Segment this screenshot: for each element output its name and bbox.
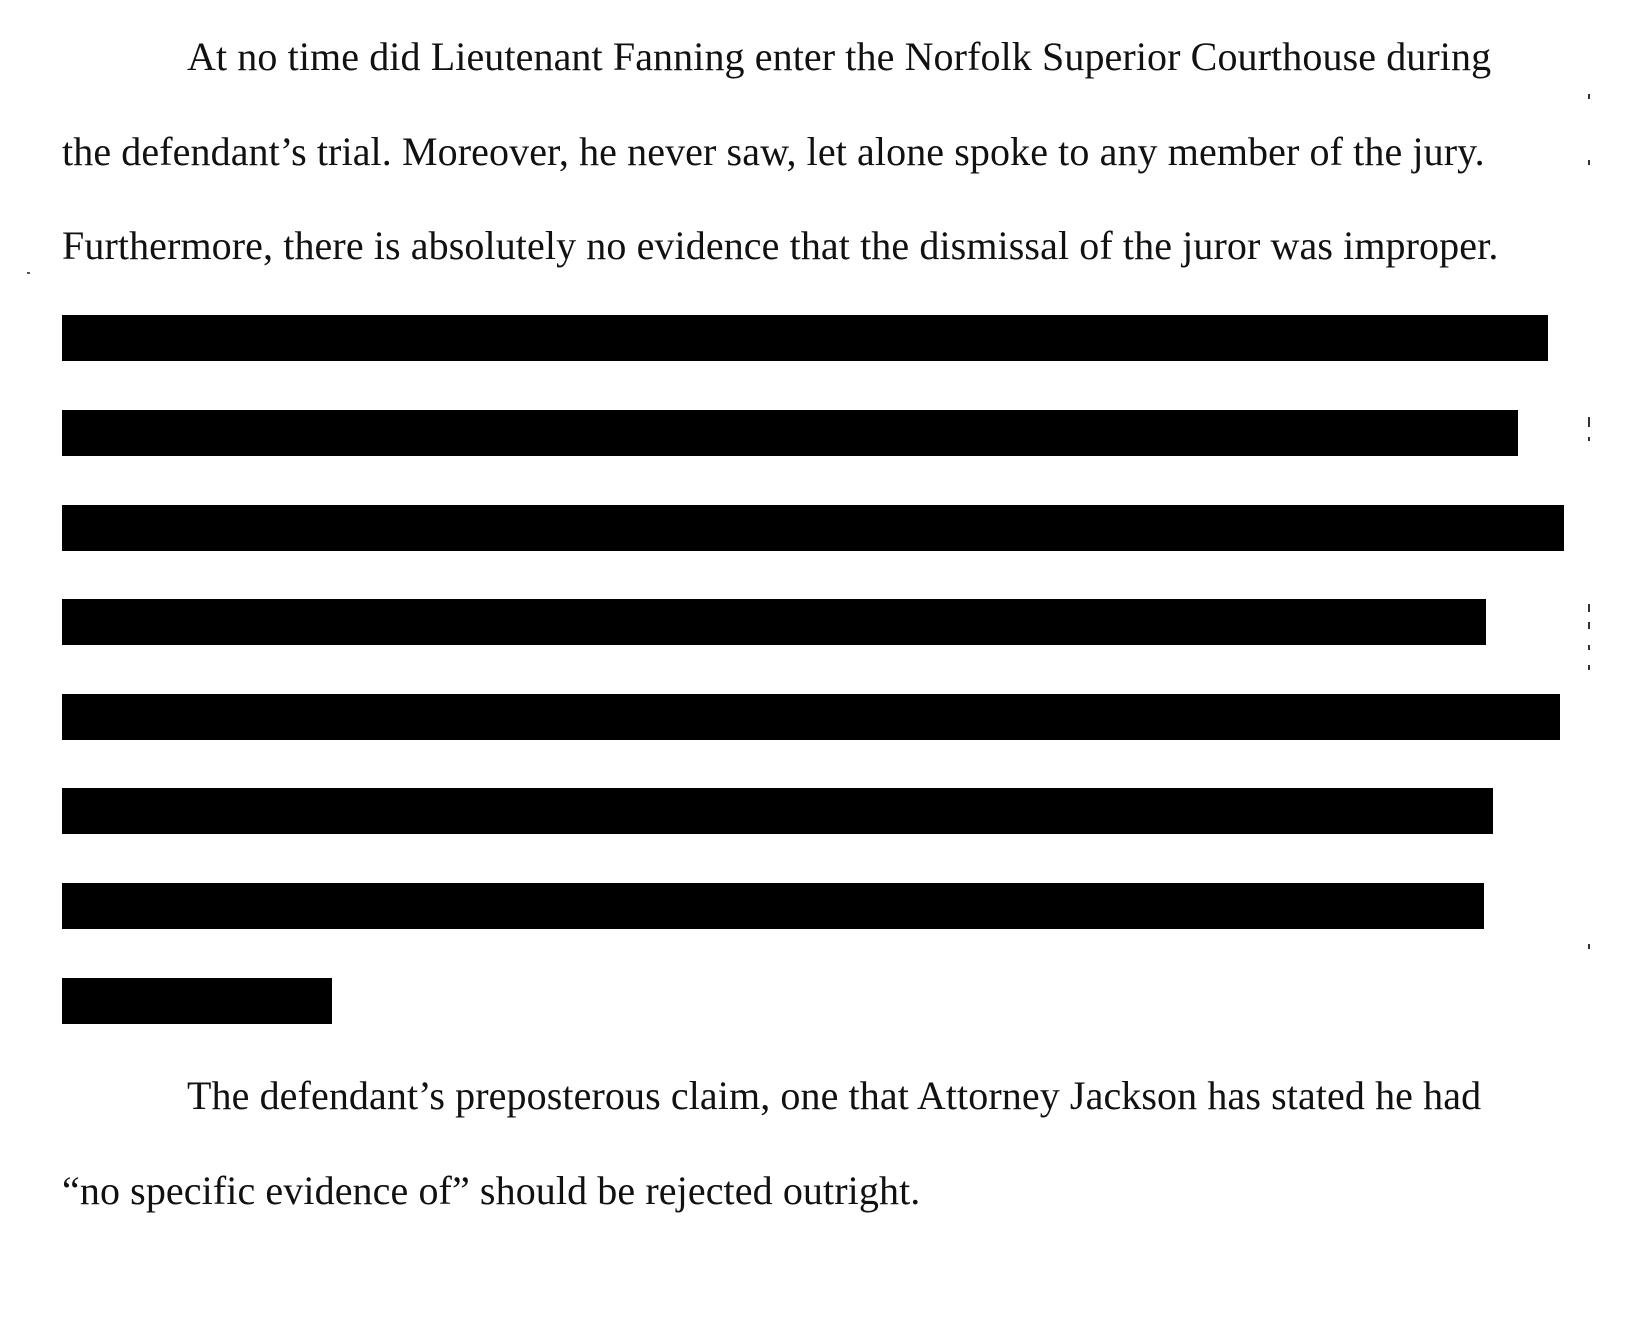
margin-mark: [1588, 665, 1590, 670]
redaction-bar-2: [62, 410, 1518, 456]
redaction-bar-5: [62, 694, 1560, 740]
margin-mark: [1588, 417, 1590, 427]
paragraph-1-line-2: the defendant’s trial. Moreover, he never saw, let alone spoke to any member of the jury.: [62, 129, 1485, 174]
paragraph-1-line-1: At no time did Lieutenant Fanning enter the Norfolk Superior Courthouse during: [187, 34, 1492, 79]
margin-mark: [1588, 437, 1590, 441]
margin-mark: [1588, 604, 1590, 612]
margin-mark: [1588, 94, 1590, 99]
redaction-bar-3: [62, 505, 1564, 551]
paragraph-2-line-1: The defendant’s preposterous claim, one that Attorney Jackson has stated he had: [187, 1073, 1482, 1118]
redaction-bar-1: [62, 315, 1548, 361]
margin-mark: [1588, 160, 1590, 165]
paragraph-1-line-3: Furthermore, there is absolutely no evidence that the dismissal of the juror was improper.: [62, 223, 1499, 268]
redaction-bar-8: [62, 978, 332, 1024]
scan-speck: [27, 272, 30, 274]
margin-mark: [1588, 622, 1590, 629]
paragraph-2-line-2: “no specific evidence of” should be rejected outright.: [62, 1168, 921, 1213]
margin-mark: [1588, 645, 1590, 650]
redaction-bar-6: [62, 788, 1493, 834]
redaction-bar-7: [62, 883, 1484, 929]
redaction-bar-4: [62, 599, 1486, 645]
margin-mark: [1588, 944, 1590, 949]
